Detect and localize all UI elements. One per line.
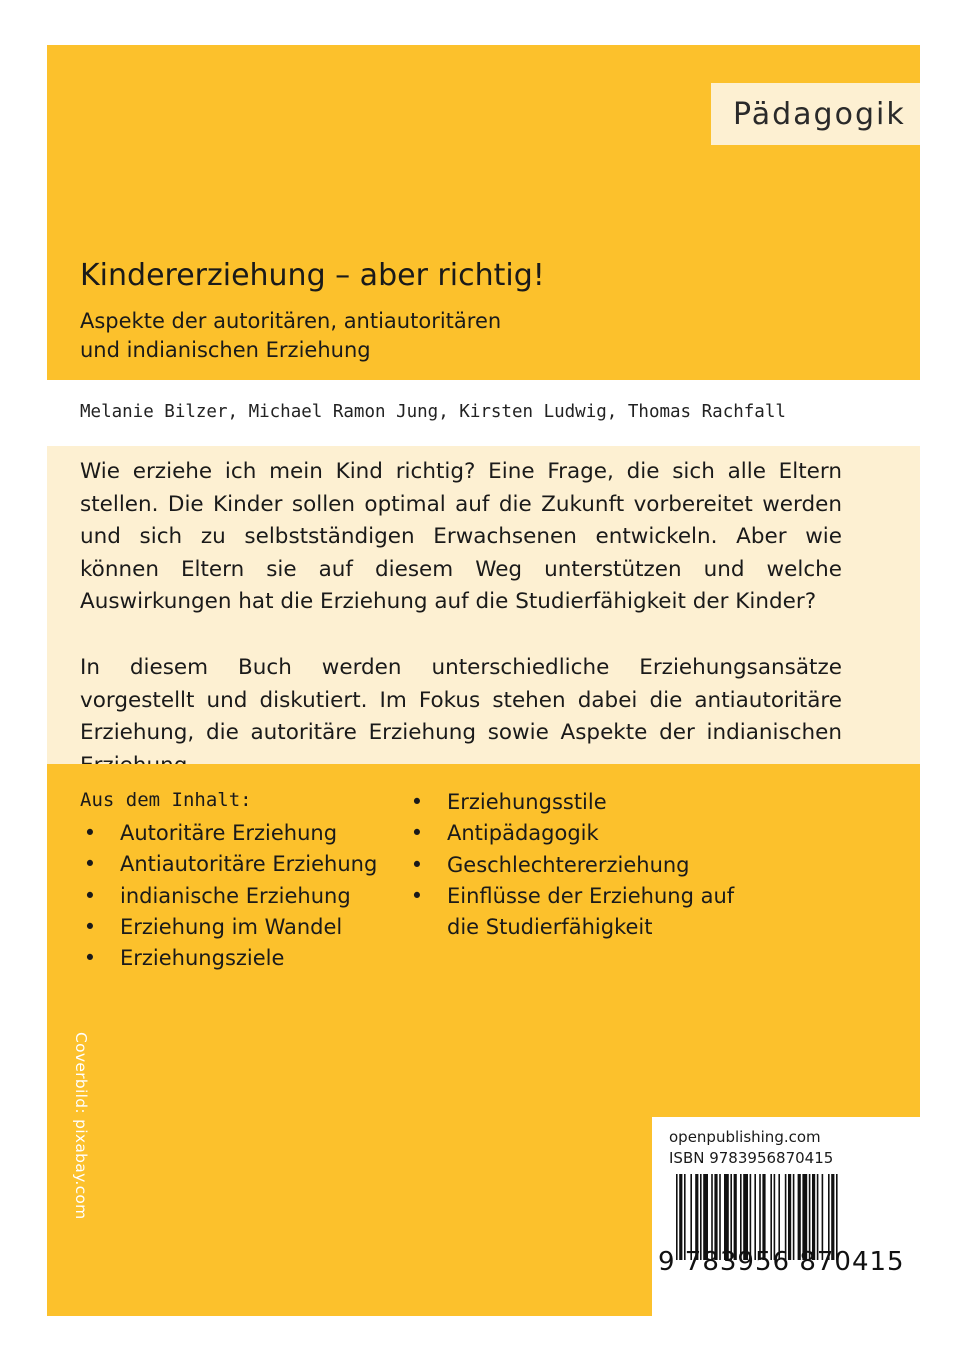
list-item-label: Erziehungsstile	[447, 790, 607, 814]
bullet-icon: •	[83, 946, 97, 971]
bullet-icon: •	[83, 821, 97, 845]
bullet-icon: •	[410, 790, 424, 814]
subtitle-line: und indianischen Erziehung	[80, 338, 371, 362]
barcode-number: 9 783956 870415	[658, 1247, 905, 1277]
list-item-label: Erziehungsziele	[120, 946, 285, 971]
blurb-panel	[47, 446, 920, 764]
bullet-icon: •	[83, 852, 97, 877]
authors-band	[47, 380, 920, 446]
isbn-block	[652, 1117, 920, 1316]
cover-credit: Coverbild: pixabay.com	[72, 1032, 90, 1220]
bullet-icon: •	[410, 821, 424, 846]
list-item	[407, 881, 734, 912]
category-tag	[711, 83, 920, 145]
blurb-paragraph-1: Wie erziehe ich mein Kind richtig? Eine Frage, die sich alle Eltern stellen. Die Kinder sollen optimal auf die Zukunft vorbereitet werden und sich zu selbstständigen Erwachsenen entwickeln. Aber wie können Eltern sie auf diesem Weg unterstützen und welche Auswirkungen hat die Erziehung auf die Studierfähigkeit der Kinder?	[80, 459, 842, 614]
list-item-label: Antipädagogik	[447, 821, 599, 846]
contents-list-right	[407, 787, 734, 943]
bullet-icon: •	[410, 852, 424, 877]
contents-heading: Aus dem Inhalt:	[80, 789, 252, 811]
list-item-label: Erziehung im Wandel	[120, 914, 343, 939]
blurb-paragraph-2: In diesem Buch werden unterschiedliche Erziehungsansätze vorgestellt und diskutiert. Im Fokus stehen dabei die antiautoritäre Erziehung, die autoritäre Erziehung sowie Aspekte der indianischen	[80, 655, 842, 745]
book-subtitle	[80, 307, 501, 365]
contents-list-left	[80, 818, 377, 974]
title-panel	[47, 45, 920, 380]
list-item-label: Geschlechtererziehung	[447, 852, 690, 877]
list-item	[80, 849, 377, 880]
list-item-label: Autoritäre Erziehung	[120, 821, 338, 845]
list-item	[80, 818, 377, 849]
category-label: Pädagogik	[733, 96, 906, 132]
book-back-cover	[47, 45, 920, 1316]
list-item	[407, 787, 734, 818]
isbn-label: ISBN 9783956870415	[669, 1149, 834, 1167]
list-item	[80, 943, 377, 974]
bullet-icon: •	[83, 883, 97, 908]
list-item-label: die Studierfähigkeit	[447, 915, 653, 940]
list-item-label: Einflüsse der Erziehung auf	[447, 883, 735, 908]
list-item-label: Antiautoritäre Erziehung	[120, 852, 378, 877]
bullet-icon: •	[83, 914, 97, 939]
book-title: Kindererziehung – aber richtig!	[80, 258, 545, 293]
list-item-continuation	[407, 912, 734, 943]
list-item	[407, 818, 734, 849]
list-item	[80, 881, 377, 912]
list-item-label: indianische Erziehung	[120, 883, 351, 908]
publisher-url: openpublishing.com	[669, 1128, 821, 1146]
subtitle-line: Aspekte der autoritären, antiautoritären	[80, 309, 502, 333]
bullet-icon: •	[410, 883, 424, 908]
authors: Melanie Bilzer, Michael Ramon Jung, Kirsten Ludwig, Thomas Rachfall	[80, 402, 786, 422]
list-item	[80, 912, 377, 943]
list-item	[407, 850, 734, 881]
